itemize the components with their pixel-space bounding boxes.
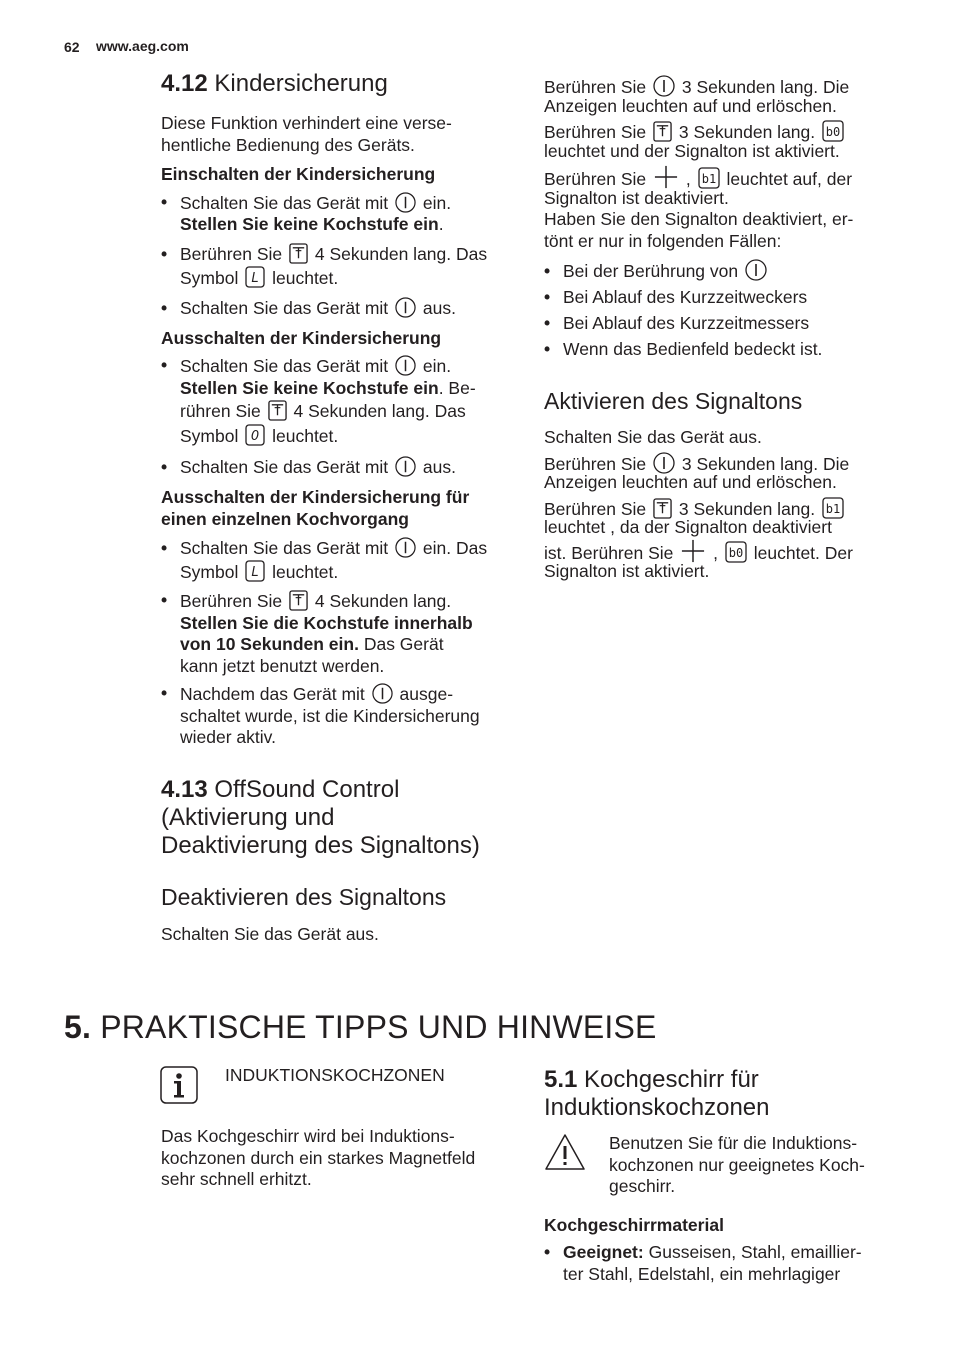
- plus-icon: [653, 165, 679, 189]
- paragraph: Das Kochgeschirr wird bei Induktions- kochzonen durch ein starkes Magnetfeld sehr schnell erhitzt.: [161, 1126, 476, 1189]
- section-5-1: 5.1 Kochgeschirr für Induktionskochzonen: [544, 1066, 914, 1122]
- bullet: •: [161, 538, 168, 558]
- warning-icon: [544, 1133, 586, 1171]
- list-item: • Schalten Sie das Gerät mit ein. Das Symbol L leuchtet.: [161, 538, 488, 582]
- page-number: 62: [64, 39, 80, 55]
- display-icon: [245, 560, 265, 582]
- bullet: •: [544, 287, 551, 307]
- subheading-ausschalten: Ausschalten der Kindersicherung: [161, 327, 442, 348]
- list-item: • Bei Ablauf des Kurzzeitweckers: [544, 284, 904, 310]
- bullet: •: [161, 457, 168, 477]
- power-icon: [395, 456, 416, 477]
- paragraph: Berühren Sie 3 Sekunden lang. Die: [544, 453, 850, 474]
- chapter-number: 5.: [64, 1009, 92, 1045]
- chapter-title-text: PRAKTISCHE TIPPS UND HINWEISE: [100, 1009, 657, 1045]
- right-column: Berühren Sie 3 Sekunden lang. Die Anzeigen leuchten auf und erlöschen. Berühren Sie 3 Sekunden lang. b0 leuchtet und der Signalton ist aktiviert. Berühren Sie , b1 leuchtet auf, der Signalton ist deaktiviert. Haben Sie den Signalton deaktiviert, er- tönt er nur in folgenden Fällen: • Bei der Berührung von • Bei Ablauf des Kurzzeitweckers • Bei Ablauf des Kurzzeitmessers • Wenn das Bedienfeld bedeckt ist. Aktivieren des Signaltons Schalten Sie das Gerät aus. Berühren Sie 3 Sekunden lang. Die Anzeigen leuchten auf und erlöschen. Berühren Sie 3 Sekunden lang. b1 leuchtet , da der Signalton deaktiviert ist. Berühren Sie , b0 leuchtet. Der Signalton ist aktiviert.: [544, 75, 904, 583]
- display-icon: [822, 120, 844, 142]
- intro-line-2: hentliche Bedienung des Geräts.: [161, 134, 415, 155]
- subheading-material: Kochgeschirrmaterial: [544, 1215, 724, 1235]
- list-item: • Schalten Sie das Gerät mit ein. Stellen Sie keine Kochstufe ein.: [161, 191, 452, 234]
- power-icon: [372, 683, 393, 704]
- paragraph: Berühren Sie 3 Sekunden lang. Die: [544, 77, 850, 97]
- section-title: 5.1 Kochgeschirr für: [544, 1066, 759, 1093]
- bullet: •: [544, 339, 551, 359]
- section-4-13: 4.13 OffSound Control (Aktivierung und Deaktivierung des Signaltons) Deaktivieren des Signaltons Schalten Sie das Gerät aus.: [161, 776, 531, 946]
- svg-text:b1: b1: [701, 172, 716, 186]
- info-label: INDUKTIONSKOCHZONEN: [225, 1065, 445, 1085]
- svg-text:b1: b1: [825, 501, 841, 516]
- paragraph: Schalten Sie das Gerät aus.: [161, 924, 379, 944]
- bullet: •: [161, 297, 168, 318]
- lock-icon: [653, 498, 672, 519]
- section-4-12: [161, 70, 521, 749]
- plus-icon: [680, 539, 706, 563]
- display-icon: [725, 541, 747, 563]
- bullet: •: [161, 683, 168, 703]
- list-item: • Berühren Sie 4 Sekunden lang. Stellen Sie die Kochstufe innerhalb von 10 Sekunden ein. Das Gerät kann jetzt benutzt werden.: [161, 590, 473, 676]
- website-url: www.aeg.com: [96, 38, 189, 54]
- svg-text:b0: b0: [728, 545, 744, 560]
- paragraph: Berühren Sie 3 Sekunden lang. b1: [544, 497, 904, 521]
- subheading-einschalten: Einschalten der Kindersicherung: [161, 164, 436, 184]
- list-item: • Schalten Sie das Gerät mit ein. Stellen Sie keine Kochstufe ein. Be- rühren Sie 4 Sekunden lang. Das Symbol 0 leuchtet.: [161, 355, 476, 446]
- paragraph: Schalten Sie das Gerät aus.: [544, 427, 762, 447]
- lock-icon: [268, 400, 287, 421]
- svg-text:L: L: [251, 270, 259, 286]
- display-icon: [245, 266, 265, 288]
- intro-line-1: Diese Funktion verhindert eine verse-: [161, 113, 452, 133]
- svg-text:0: 0: [251, 429, 260, 444]
- list-item: • Wenn das Bedienfeld bedeckt ist.: [544, 336, 904, 362]
- bullet: •: [161, 355, 168, 375]
- section-number: 4.12: [161, 70, 208, 97]
- display-icon: [245, 424, 265, 446]
- power-icon: [395, 537, 416, 558]
- list-item: • Bei der Berührung von: [544, 258, 904, 284]
- bullet: •: [544, 261, 551, 281]
- list-item: • Nachdem das Gerät mit ausge- schaltet wurde, ist die Kindersicherung wieder aktiv.: [161, 683, 480, 747]
- list-item: • Geeignet: Gusseisen, Stahl, emaillier- ter Stahl, Edelstahl, ein mehrlagiger: [544, 1242, 862, 1284]
- power-icon: [653, 75, 675, 97]
- list-item: • Berühren Sie 4 Sekunden lang. Das Symbol L leuchtet.: [161, 243, 488, 288]
- subheading-aktivieren: Aktivieren des Signaltons: [544, 388, 803, 414]
- display-icon: [698, 167, 720, 189]
- paragraph: ist. Berühren Sie , b0 leuchtet. Der: [544, 539, 904, 565]
- svg-text:L: L: [251, 565, 259, 580]
- bullet: •: [544, 1242, 551, 1262]
- chapter-title: [64, 1008, 657, 1046]
- warning-text: Benutzen Sie für die Induktions- kochzonen nur geeignetes Koch- geschirr.: [609, 1133, 865, 1196]
- bullet: •: [544, 313, 551, 333]
- list-item: • Schalten Sie das Gerät mit aus.: [161, 297, 456, 318]
- section-title: [161, 70, 521, 98]
- section-title-text: Kindersicherung: [214, 70, 388, 97]
- svg-text:b0: b0: [825, 125, 841, 139]
- list-item: • Schalten Sie das Gerät mit aus.: [161, 457, 456, 477]
- info-icon: [160, 1066, 198, 1104]
- subheading-einzeln: Ausschalten der Kindersicherung für einen einzelnen Kochvorgang: [161, 487, 470, 529]
- bullet: •: [161, 243, 168, 264]
- lock-icon: [289, 243, 308, 264]
- lock-icon: [289, 590, 308, 611]
- section-number: 5.1: [544, 1066, 578, 1093]
- power-icon: [395, 192, 416, 213]
- paragraph: Berühren Sie , b1 leuchtet auf, der: [544, 165, 904, 191]
- subheading-deaktivieren: Deaktivieren des Signaltons: [161, 884, 447, 910]
- bullet: •: [161, 191, 168, 212]
- lock-icon: [653, 121, 672, 142]
- power-icon: [395, 297, 416, 318]
- list-item: • Bei Ablauf des Kurzzeitmessers: [544, 310, 904, 336]
- section-title: 4.13 OffSound Control: [161, 776, 400, 803]
- power-icon: [395, 355, 416, 376]
- display-icon: [822, 497, 844, 519]
- section-number: 4.13: [161, 776, 208, 803]
- power-icon: [653, 452, 675, 474]
- paragraph: Berühren Sie 3 Sekunden lang. b0: [544, 120, 904, 144]
- power-icon: [745, 259, 767, 281]
- bullet: •: [161, 590, 168, 610]
